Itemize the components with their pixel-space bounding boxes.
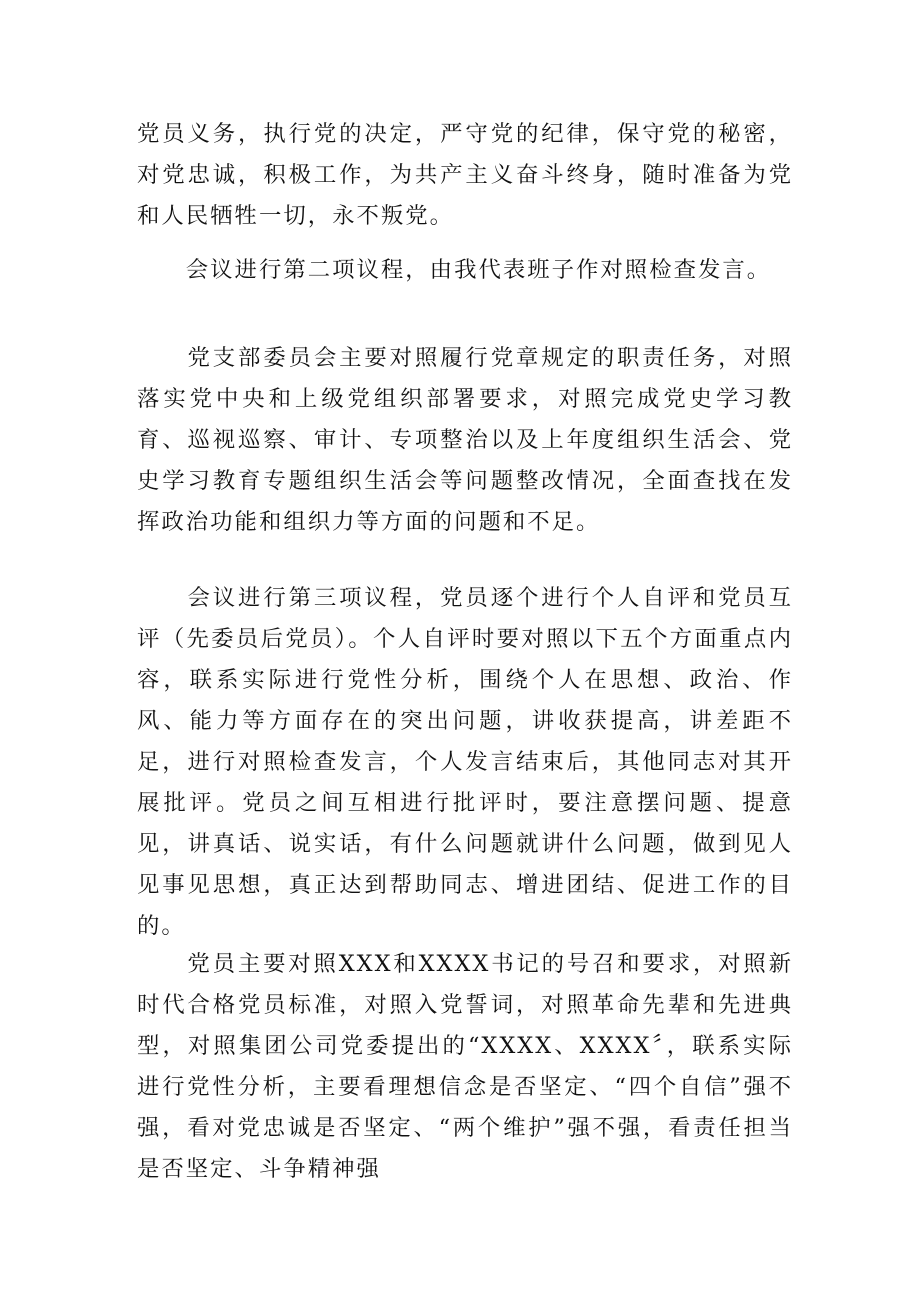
- paragraph-third-agenda: 会议进行第三项议程，党员逐个进行个人自评和党员互评（先委员后党员）。个人自评时要对照以下五个方面重点内容，联系实际进行党性分析，围绕个人在思想、政治、作风、能力等方面存在的突出问题，讲收获提高，讲差距不足，进行对照检查发言，个人发言结束后，其他同志对其开展批评。党员之间互相进行批评时，要注意摆问题、提意见，讲真话、说实话，有什么问题就讲什么问题，做到见人见事见思想，真正达到帮助同志、增进团结、促进工作的目的。: [137, 585, 793, 939]
- paragraph-party-member-duties: 党员义务，执行党的决定，严守党的纪律，保守党的秘密，对党忠诚，积极工作，为共产主义奋斗终身，随时准备为党和人民牺牲一切，永不叛党。: [137, 121, 793, 229]
- paragraph-party-member-standards: 党员主要对照XXX和XXXX书记的号召和要求，对照新时代合格党员标准，对照入党誓词，对照革命先辈和先进典型，对照集团公司党委提出的“XXXX、XXXX〞，联系实际进行党性分析，主要看理想信念是否坚定、“四个自信”强不强，看对党忠诚是否坚定、“两个维护”强不强，看责任担当是否坚定、斗争精神强: [137, 951, 793, 1182]
- paragraph-second-agenda: 会议进行第二项议程，由我代表班子作对照检查发言。: [137, 257, 772, 283]
- paragraph-branch-committee: 党支部委员会主要对照履行党章规定的职责任务，对照落实党中央和上级党组织部署要求，对照完成党史学习教育、巡视巡察、审计、专项整治以及上年度组织生活会、党史学习教育专题组织生活会等问题整改情况，全面查找在发挥政治功能和组织力等方面的问题和不足。: [137, 345, 793, 535]
